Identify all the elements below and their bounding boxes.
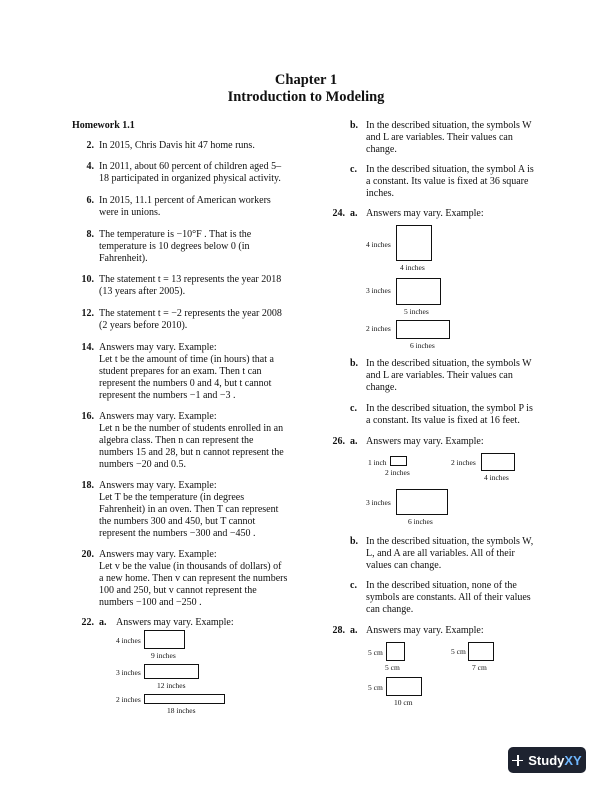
side-label: 1 inch [368,458,387,467]
text-line: In the described situation, the symbols W, [366,536,534,547]
rectangle [386,642,405,661]
rectangle [390,456,407,466]
side-label: 4 inches [116,636,141,645]
side-label: 5 cm [368,648,383,657]
text-line: 100 and 250, but v cannot represent the [99,585,257,596]
problem-text: Answers may vary. Example: [116,617,234,628]
bottom-label: 12 inches [157,681,186,690]
part-label: a. [350,625,358,636]
problem-number: 18. [81,480,94,491]
text-line: (13 years after 2005). [99,286,186,297]
side-label: 3 inches [116,668,141,677]
part-label: a. [99,617,107,628]
text-line: The statement t = −2 represents the year 2008 [99,308,282,319]
text-line: inches. [366,188,395,199]
bottom-label: 6 inches [408,517,433,526]
bottom-label: 9 inches [151,651,176,660]
part-label: a. [350,436,358,447]
problem-number: 20. [81,549,94,560]
side-label: 3 inches [366,286,391,295]
part-label: c. [350,403,357,414]
rectangle [396,225,432,261]
rectangle [396,278,441,305]
text-line: and L are variables. Their values can [366,370,513,381]
text-line: change. [366,382,397,393]
text-line: a new home. Then v can represent the numbers [99,573,288,584]
rectangle [468,642,494,661]
text-line: student prepares for an exam. Then t can [99,366,262,377]
bottom-label: 4 inches [484,473,509,482]
bottom-label: 4 inches [400,263,425,272]
part-label: b. [350,536,359,547]
problem-number: 26. [332,436,345,447]
text-line: Let n be the number of students enrolled in an [99,423,284,434]
text-line: represent the numbers 0 and 4, but t cannot [99,378,272,389]
text-line: Answers may vary. Example: [99,480,217,491]
text-line: In 2011, about 60 percent of children aged 5– [99,161,282,172]
text-line: represent the numbers −1 and −3 . [99,390,236,401]
text-line: represent the numbers −300 and −450 . [99,528,256,539]
brand-suffix: XY [564,752,582,768]
side-label: 3 inches [366,498,391,507]
text-line: a constant. Its value is fixed at 36 square [366,176,529,187]
rectangle [386,677,422,696]
side-label: 2 inches [116,695,141,704]
studyxy-badge[interactable] [508,747,586,773]
text-line: change. [366,144,397,155]
text-line: Answers may vary. Example: [99,342,217,353]
text-line: L, and A are all variables. All of their [366,548,515,559]
problem-number: 6. [86,195,94,206]
problem-text: Answers may vary. Example: [366,436,484,447]
text-line: numbers −20 and 0.5. [99,459,187,470]
part-label: b. [350,358,359,369]
side-label: 2 inches [451,458,476,467]
text-line: Let v be the value (in thousands of dollars) of [99,561,282,572]
text-line: a constant. Its value is fixed at 16 feet. [366,415,520,426]
side-label: 4 inches [366,240,391,249]
rectangle [144,694,225,704]
part-label: c. [350,164,357,175]
side-label: 5 cm [368,683,383,692]
text-line: The statement t = 13 represents the year 2018 [99,274,282,285]
bottom-label: 7 cm [472,663,487,672]
part-label: b. [350,120,359,131]
bottom-label: 6 inches [410,341,435,350]
rectangle [144,664,199,679]
text-line: and L are variables. Their values can [366,132,513,143]
rectangle [396,489,448,515]
problem-number: 16. [81,411,94,422]
text-line: symbols are constants. All of their values [366,592,531,603]
text-line: The temperature is −10°F . That is the [99,229,252,240]
text-line: (2 years before 2010). [99,320,188,331]
problem-number: 10. [81,274,94,285]
text-line: numbers 15 and 28, but n cannot represent the [99,447,284,458]
bottom-label: 5 inches [404,307,429,316]
text-line: values can change. [366,560,442,571]
text-line: algebra class. Then n can represent the [99,435,254,446]
chapter-title: Chapter 1 [274,72,338,88]
text-line: In the described situation, the symbol P is [366,403,533,414]
problem-text: Answers may vary. Example: [366,625,484,636]
text-line: In the described situation, the symbol A is [366,164,534,175]
problem-number: 14. [81,342,94,353]
section-heading: Homework 1.1 [72,120,135,131]
brand-text: Study [528,752,565,768]
text-line: Let T be the temperature (in degrees [99,492,245,503]
text-line: In the described situation, none of the [366,580,517,591]
bottom-label: 2 inches [385,468,410,477]
text-line: Let t be the amount of time (in hours) that a [99,354,274,365]
problem-text: In 2015, Chris Davis hit 47 home runs. [99,140,255,151]
problem-number: 24. [332,208,345,219]
rectangle [396,320,450,339]
bottom-label: 5 cm [385,663,400,672]
problem-number: 28. [332,625,345,636]
bottom-label: 10 cm [394,698,413,707]
side-label: 2 inches [366,324,391,333]
problem-text: Answers may vary. Example: [366,208,484,219]
text-line: In the described situation, the symbols W [366,358,532,369]
text-line: Answers may vary. Example: [99,549,217,560]
problem-number: 4. [86,161,94,172]
text-line: Fahrenheit) in an oven. Then T can represent [99,504,279,515]
text-line: 18 participated in organized physical activity. [99,173,281,184]
text-line: were in unions. [99,207,161,218]
text-line: Fahrenheit). [99,253,148,264]
text-line: numbers −100 and −250 . [99,597,202,608]
text-line: can change. [366,604,414,615]
text-line: In 2015, 11.1 percent of American workers [99,195,271,206]
problem-number: 12. [81,308,94,319]
rectangle [481,453,515,471]
problem-number: 8. [86,229,94,240]
side-label: 5 cm [451,647,466,656]
chapter-subtitle: Introduction to Modeling [227,89,385,105]
text-line: temperature is 10 degrees below 0 (in [99,241,250,252]
text-line: In the described situation, the symbols W [366,120,532,131]
part-label: a. [350,208,358,219]
text-line: Answers may vary. Example: [99,411,217,422]
rectangle [144,630,185,649]
bottom-label: 18 inches [167,706,196,715]
problem-number: 22. [81,617,94,628]
problem-number: 2. [86,140,94,151]
part-label: c. [350,580,357,591]
text-line: the numbers 300 and 450, but T cannot [99,516,256,527]
plus-icon [512,755,523,766]
